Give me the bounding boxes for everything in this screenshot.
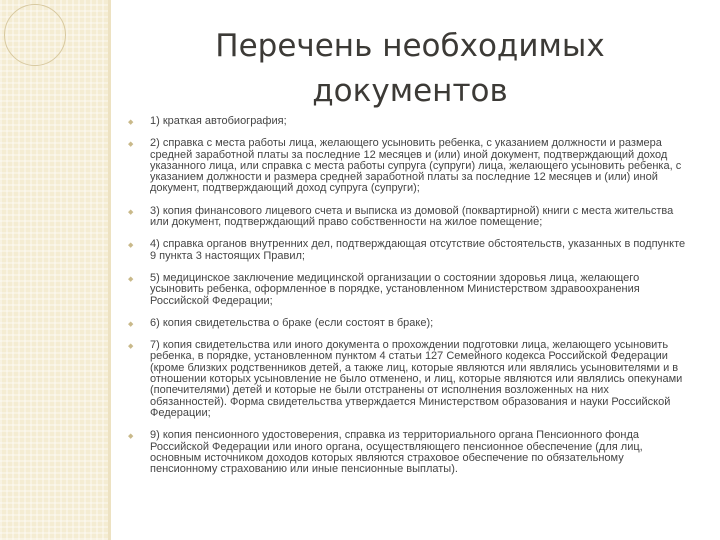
list-item-text: 9) копия пенсионного удостоверения, справка из территориального органа Пенсионного фонда Российской Федерации или иного органа, осуществляющего пенсионное обеспечение (для лиц, основным источником доходов которых являются страховое обеспечение по обязательному пенсионному страхованию или иные пенсионные выплаты).	[150, 429, 643, 476]
bullet-icon: ◆	[128, 433, 134, 441]
list-item-text: 5) медицинское заключение медицинской организации о состоянии здоровья лица, желающего усыновить ребенка, оформленное в порядке, установленном Министерством здравоохранения Российской Федерации;	[150, 271, 640, 307]
list-item-text: 2) справка с места работы лица, желающего усыновить ребенка, с указанием должности и размера средней заработной платы за последние 12 месяцев и (или) иной документ, подтверждающий доход указанного лица, или справка с места работы супруга (супруги) лица, желающего усыновить ребенка, с указанием должности и размера средней заработной платы за последние 12 месяцев и (или) иной документ, подтверждающий доход супруга (супруги);	[150, 137, 682, 195]
list-item	[128, 206, 688, 229]
decorative-strip-edge	[108, 0, 111, 540]
decorative-left-strip	[0, 0, 108, 540]
list-item	[128, 116, 688, 127]
list-item-text: 6) копия свидетельства о браке (если состоят в браке);	[150, 316, 434, 329]
list-item	[128, 239, 688, 262]
title-line-2: документов	[312, 73, 508, 109]
bullet-icon: ◆	[128, 275, 134, 283]
decorative-circle	[4, 4, 66, 66]
bullet-icon: ◆	[128, 343, 134, 351]
list-item-text: 1) краткая автобиография;	[150, 115, 287, 127]
slide-title	[170, 24, 650, 114]
list-item-text: 3) копия финансового лицевого счета и выписка из домовой (поквартирной) книги с места жительства или документ, подтверждающий право собственности на жилое помещение;	[150, 204, 674, 229]
documents-list	[128, 116, 688, 486]
list-item	[128, 318, 688, 329]
bullet-icon: ◆	[128, 208, 134, 216]
list-item	[128, 138, 688, 194]
bullet-icon: ◆	[128, 242, 134, 250]
list-item-text: 7) копия свидетельства или иного документа о прохождении подготовки лица, желающего усыновить ребенка, в порядке, установленном пунктом 4 статьи 127 Семейного кодекса Российской Федерации (кроме близких родственников детей, а также лиц, которые являются или являлись усыновителями и в отношении которых усыновление не было отменено, и лиц, которые являются или являлись опекунами (попечителями) детей и которые не были отстранены от исполнения возложенных на них обязанностей). Форма свидетельства утверждается Министерством образования и науки Российской Федерации;	[150, 339, 683, 419]
bullet-icon: ◆	[128, 119, 134, 126]
title-line-1: Перечень необходимых	[215, 28, 605, 64]
list-item-text: 4) справка органов внутренних дел, подтверждающая отсутствие обстоятельств, указанных в подпункте 9 пункта 3 настоящих Правил;	[150, 238, 686, 262]
bullet-icon: ◆	[128, 141, 134, 149]
bullet-icon: ◆	[128, 320, 134, 328]
list-item	[128, 340, 688, 419]
list-item	[128, 430, 688, 475]
list-item	[128, 273, 688, 307]
